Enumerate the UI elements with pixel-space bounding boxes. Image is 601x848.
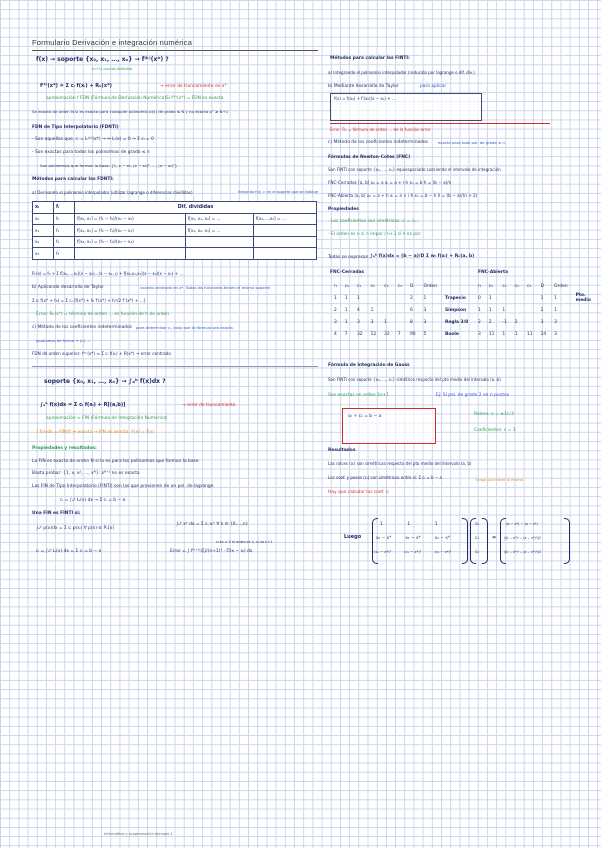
table-cell: 24	[540, 331, 547, 337]
results-title: Resultados	[328, 448, 356, 453]
properties-title: Propiedades y resultados:	[32, 446, 97, 451]
finti-condition-1: ∫ₐᵇ p(x)dx = Σ cᵢ p(xᵢ) ∀ p(x) ∈ Pₙ[x]	[36, 526, 114, 531]
integration-question: soporte {x₀, x₁, …, xₙ} → ∫ₐᵇ f(x)dx ?	[44, 378, 166, 385]
table-cell	[511, 304, 523, 316]
finti-condition-2: ∫ₐᵇ xᵏ dx = Σ cᵢ xᵢᵏ ∀ k ∈ {0,…,n}	[176, 522, 249, 527]
table-row	[474, 304, 601, 316]
c-vector-cell: c₂	[475, 550, 480, 555]
table-cell: -1	[502, 319, 507, 325]
table-cell	[498, 292, 510, 304]
expression-label: Todas se expresan	[328, 255, 369, 260]
table-header-cell: c₄	[397, 283, 402, 289]
table-cell: 1	[554, 307, 557, 313]
table-header-cell: c₁	[356, 283, 362, 289]
table-cell: 1	[502, 331, 506, 337]
table-cell: 4	[356, 307, 360, 313]
matrix-cell: x₁ − x*	[405, 536, 421, 541]
results-3: Hay que calcular los coef. cᵢ	[328, 490, 389, 495]
method-a-note: tomando f(x) = en el soporte que se indique	[238, 190, 318, 194]
table-header-cell: D	[409, 283, 414, 289]
matrix-cell: (x₂ − x*)²	[434, 550, 452, 554]
matrix-cell: (x₀ − x*)²	[374, 550, 392, 554]
table-cell: f[x₀, x₁, x₂] = …	[185, 213, 253, 225]
table-cell	[511, 292, 523, 304]
integration-approx: aproximación ≈ FIN (Fórmula de Integración Numérica)	[46, 416, 168, 421]
c-vector-right-bracket	[482, 518, 488, 564]
table-header-cell: c₀	[344, 283, 349, 289]
taylor-error: Error: Rₖ(x*) = término de orden … es función de h de orden	[36, 312, 169, 317]
table-header-cell: n	[478, 283, 481, 289]
table-cell	[523, 316, 537, 328]
table-row	[330, 316, 472, 328]
table-cell: 32	[356, 331, 363, 337]
table-cell	[523, 292, 537, 304]
section-divider	[32, 366, 318, 367]
table-cell	[253, 225, 316, 237]
derivation-question: f(x) → soporte {x₀, x₁, …, xₙ} → f⁽ᵏ⁾(x*) ?	[36, 56, 169, 63]
fnc-closed-table-title: FNC-Cerradas	[330, 270, 365, 275]
table-cell: 2	[488, 319, 492, 325]
table-cell: 1	[423, 295, 427, 301]
methods-title: Métodos para calcular las FDNTI:	[32, 177, 114, 182]
table-cell: 1	[540, 295, 544, 301]
table-row	[474, 316, 601, 328]
results-1: Las raíces (xᵢ) son simétricas respecto del pto medio del intervalo (a, b)	[328, 461, 472, 466]
table-header-cell: c₂	[370, 283, 375, 289]
table-cell	[394, 304, 406, 316]
matrix-cell: 1	[380, 522, 383, 527]
table-cell	[380, 292, 394, 304]
fnc-closed-table	[330, 280, 472, 340]
table-cell	[380, 304, 394, 316]
table-cell: 6	[409, 307, 413, 313]
table-cell: 12	[370, 331, 377, 337]
integration-error: → error de truncamiento	[182, 403, 236, 408]
gauss-note-1: Son exactas en orden 2n+1	[328, 393, 390, 398]
derivation-formula: f⁽ᵏ⁾(x*) = Σ cᵢ f(xᵢ) + Rₖ(x*)	[40, 83, 112, 89]
table-cell: f[x₁, x₂] = (f₂ − f₁)/(x₂ − x₁)	[75, 225, 186, 237]
method-b: b) Aplicando desarrollo de Taylor	[32, 285, 104, 290]
matrix-cell: 1	[407, 522, 411, 527]
table-cell: 1	[356, 295, 360, 301]
derivation-exact: Si f⁽ᵏ⁾(x*) = FDN es exacta	[166, 96, 224, 101]
table-header-cell: xᵢ	[33, 202, 54, 214]
table-cell: 1	[334, 295, 337, 301]
table-cell: 3	[334, 319, 337, 325]
gauss-roots: Raíces: x = ±1/√3	[474, 412, 514, 417]
table-cell: f[x₁, x₂, x₃] = …	[185, 225, 253, 237]
table-header-row	[33, 202, 317, 214]
table-cell: Regla 3/8	[445, 319, 469, 325]
table-cell: 1	[384, 319, 387, 325]
properties-1: La FIN es exacta de orden N si lo es para los polinomios que forman la base	[32, 459, 199, 464]
table-row	[33, 236, 317, 248]
table-cell: f[x₀,…,x₃] = …	[253, 213, 316, 225]
table-cell: f₂	[54, 236, 75, 248]
table-header-cell: c₃	[384, 283, 389, 289]
table-cell	[253, 248, 316, 260]
method-c-note: para determinar cᵢ, exijo que la fórmula sea exacta	[136, 325, 233, 330]
page-footer: Informática y programación ejemplo 1	[104, 832, 173, 836]
table-cell: f₁	[54, 225, 75, 237]
finti-method-c: c) Método de los coeficientes indeterminados	[328, 140, 428, 145]
nc-property-2: - El orden es n si n impar / n+1 si n es par	[328, 232, 421, 237]
nc-properties-title: Propiedades	[328, 207, 359, 212]
finti-coefficients: cᵢ = ∫ₐᵇ Lᵢ(x) dx = Σ cᵢ = b − a	[36, 549, 102, 554]
table-header-cell: Orden	[423, 283, 438, 289]
finti-error: Error = ∫ f⁽ⁿ⁺¹⁾(ξ)/(n+1)! · Π(x − xᵢ) dx	[170, 549, 253, 554]
equals-sign: =	[492, 535, 497, 541]
table-row	[330, 304, 472, 316]
table-header-row	[474, 280, 601, 292]
title-underline	[32, 50, 318, 51]
table-cell: 3	[540, 319, 544, 325]
table-cell: 3	[554, 319, 557, 325]
fdnti-point-1: - Son aquellas que, cᵢ = Lᵢ⁽ᵏ⁾(x*) → ⇔ Lᵢ(x) = 0 → Σ cᵢ = 0	[32, 137, 154, 142]
finti-error-note: si es ≠ 0 el orden es n, si no n+1	[216, 540, 273, 544]
method-c-sub: Igualamos de forma → (cᵢ) …	[36, 338, 91, 343]
table-row	[330, 328, 472, 340]
table-cell: 2	[334, 307, 337, 313]
matrix-left-bracket	[372, 518, 378, 564]
table-header-cell: fᵢ	[54, 202, 75, 214]
c-vector-cell: c₁	[475, 536, 480, 541]
table-cell	[572, 316, 601, 328]
table-cell: 11	[488, 331, 495, 337]
table-cell: 2	[409, 295, 413, 301]
newton-cotes-title: Fórmulas de Newton-Cotes (FNC)	[328, 155, 411, 160]
gauss-system: c₀ + c₁ = b − a	[348, 414, 382, 419]
table-cell	[185, 236, 253, 248]
rhs-cell: ((b − x*)² − (a − x*)²)/2	[504, 536, 542, 540]
table-cell	[75, 248, 186, 260]
table-row	[474, 292, 601, 304]
newton-polynomial: Pₙ(x) = f₀ + Σ f[x₀,…,xₖ](x − x₀)…(x − xₖ₋₁) + f[x₀,x₁,x₂](x − x₀)(x − x₁) + …	[32, 271, 184, 276]
matrix-row	[376, 536, 463, 541]
page-title: Formulario Derivación e integración numérica	[32, 38, 193, 47]
table-row	[330, 292, 472, 304]
c-vector-cell: c₀	[475, 522, 480, 527]
properties-3: Las FIN de Tipo Interpolatorio (FINTI) son las que provienen de un pol. de lagrange	[32, 484, 214, 489]
table-cell	[394, 292, 406, 304]
gauss-note-2: Ej: Si pol. de grado 2 en n puntos	[436, 393, 510, 398]
table-header-cell: Dif. divididas	[75, 202, 317, 214]
table-cell: 7	[344, 331, 348, 337]
fnc-abierta: FNC-Abierta (a, b) x₀ = a + h xᵢ = a + i·h xₙ = b − h h = (b − a)/(n + 2)	[328, 193, 478, 198]
table-header-cell: D	[540, 283, 544, 289]
table-header-cell: Orden	[554, 283, 568, 289]
table-cell: Pto. medio	[575, 293, 591, 303]
fdn-centered: FDN de orden superior: f⁽ᵏ⁾(x*) ≈ Σ cᵢ f(xᵢ) + R(x*) → error centrado	[32, 351, 171, 356]
table-cell: Trapecio	[445, 295, 466, 301]
table-cell: 3	[370, 319, 374, 325]
method-c: c) Método de los coeficientes indeterminados	[32, 325, 132, 330]
table-cell: f₀	[54, 213, 75, 225]
table-cell: 1	[478, 307, 481, 313]
gauss-coefficients: Coeficientes: c = 1	[474, 428, 516, 433]
gauss-title: Fórmula de integración de Gauss	[328, 363, 410, 368]
method-b-note: usando centrado en x*. Todas las funciones tienen el mismo soporte.	[140, 285, 272, 290]
taylor-equation: Σ cᵢ f(x* + hᵢ) = Σ cᵢ [f(x*) + hᵢ f′(x*) + hᵢ²/2 f″(x*) + …]	[32, 298, 146, 303]
table-cell: 1	[344, 295, 348, 301]
table-cell	[253, 236, 316, 248]
table-cell	[523, 304, 537, 316]
table-header-cell: c₃	[526, 283, 532, 289]
derivation-note: Se exacta de orden N si es exacta para cualquier polinomio p(x) de grado ≤ N y no exacta p° ≥ N+1	[32, 109, 229, 114]
table-cell: 1	[554, 295, 557, 301]
table-cell: 2	[478, 319, 481, 325]
table-header-cell: c₀	[488, 283, 493, 289]
properties-2: Basta probar: {1, x, x², …, xᴺ}: xᴺ⁺¹ no es exacta	[32, 471, 140, 476]
gauss-def: Son FINTI con soporte {x₀, …, xₙ} simétrico respecto del pto medio del intervalo (a, b)	[328, 377, 501, 382]
table-cell: 1	[344, 319, 348, 325]
finti-error-note: Error: Rₙ = fórmula de orden … de la función error	[330, 127, 431, 132]
matrix-row	[374, 550, 463, 554]
table-cell: f[x₂, x₃] = (f₃ − f₂)/(x₃ − x₂)	[75, 236, 186, 248]
fdnti-point-2: - Son exactas para todos los polinomios de grado ≤ n	[32, 150, 150, 155]
table-cell: 1	[488, 307, 492, 313]
table-cell: 3	[356, 319, 360, 325]
nc-property-1: - Los coeficientes son simétricos: cᵢ = cₙ₋ᵢ	[328, 219, 420, 224]
table-cell: f₃	[54, 248, 75, 260]
taylor-error-line	[330, 123, 550, 124]
fnc-cerradas: FNC-Cerradas [a, b] x₀ = a xᵢ = a + i·h xₙ = b h = (b − a)/n	[328, 180, 452, 185]
fdnti-point-3: Son polinomios que forman la base: {1, x − x₀, (x − x₀)², …, (x − x₀)ⁿ}	[40, 163, 178, 168]
method-a: a) Derivando el polinomio interpolador (utilizar lagrange o diferencias divididas)	[32, 190, 193, 195]
table-row	[33, 213, 317, 225]
table-cell: 90	[409, 331, 416, 337]
table-cell: 32	[384, 331, 390, 337]
table-row	[474, 328, 601, 340]
derivation-question-sub: (n+1) puntos distintos	[92, 67, 133, 71]
table-cell	[572, 328, 601, 340]
table-cell: x₂	[33, 236, 54, 248]
table-cell: x₀	[33, 213, 54, 225]
table-cell: 1	[344, 307, 348, 313]
table-cell	[394, 316, 406, 328]
table-header-cell: c₂	[514, 283, 519, 289]
results-3-note: tengo que hacer lo mismo	[476, 478, 524, 482]
table-row	[33, 248, 317, 260]
properties-coefficients: cᵢ = ∫ₐᵇ Lᵢ(x) dx → Σ cᵢ = b − a	[60, 498, 126, 503]
matrix-cell: x₂ − x*	[434, 536, 451, 541]
matrix-cell: (x₁ − x*)²	[404, 550, 422, 554]
table-cell	[572, 304, 601, 316]
finti-title: Una FIN es FINTI si:	[32, 511, 81, 516]
table-cell: x₃	[33, 248, 54, 260]
table-cell: 1	[502, 307, 506, 313]
rhs-cell: ((b − x*)³ − (a − x*)³)/3	[504, 550, 542, 554]
table-cell: f[x₀, x₁] = (f₁ − f₀)/(x₁ − x₀)	[75, 213, 186, 225]
rhs-cell: (b − x*) − (a − x*)	[506, 522, 538, 526]
matrix-cell: x₀ − x*	[376, 536, 392, 541]
table-cell: 1	[514, 331, 518, 337]
matrix-right-bracket	[462, 518, 468, 564]
table-cell: 2	[514, 319, 518, 325]
fnc-open-table	[474, 280, 601, 340]
table-cell: 1	[370, 307, 374, 313]
finti-method-a: a) Integrando el polinomio interpolador (reducido por lagrange o dif. div.)	[328, 70, 475, 75]
table-cell: 4	[334, 331, 337, 337]
derivation-error: → error de truncamiento en x*	[160, 84, 227, 89]
table-cell: 2	[540, 307, 544, 313]
table-header-cell: c₁	[502, 283, 507, 289]
divided-differences-table	[32, 201, 317, 260]
table-row	[33, 225, 317, 237]
rhs-right-bracket	[564, 518, 570, 564]
matrix-cell: 1	[434, 522, 438, 527]
results-2: Los coef. y pesos (cᵢ) son simétricos entre sí: Σ cᵢ = b − a	[328, 475, 442, 480]
luego-label: Luego	[344, 534, 362, 540]
finti-method-c-note: exacta para todo pol. de grado ≤ n	[438, 140, 505, 145]
table-cell: 3	[423, 319, 427, 325]
table-cell: Simpson	[445, 307, 467, 313]
table-cell: 3	[423, 307, 427, 313]
table-cell: 11	[526, 331, 533, 337]
table-cell	[367, 292, 381, 304]
matrix-row	[380, 522, 461, 527]
fdnti-title: FDN de Tipo Interpolatorio (FDNTI)	[32, 125, 119, 130]
table-cell: 5	[423, 331, 427, 337]
table-cell: 3	[478, 331, 481, 337]
derivation-approx: aproximación f FDN (Fórmula de Derivación Numérica)	[46, 96, 167, 101]
taylor-box-eq: f(x) = f(x₀) + f′(x₀)(x − x₀) + …	[334, 96, 396, 101]
table-cell: x₁	[33, 225, 54, 237]
table-cell: 3	[554, 331, 557, 337]
table-cell: 1	[488, 295, 492, 301]
finti-method-b-note: para aplicar	[420, 84, 447, 89]
finti-method-b: b) Mediante desarrollo de Taylor	[328, 84, 399, 89]
table-cell: 8	[409, 319, 413, 325]
table-cell: Boole	[445, 331, 459, 337]
integration-formula: ∫ₐᵇ f(x)dx = Σ cᵢ f(xᵢ) + R[(a,b)]	[40, 402, 126, 408]
fnc-open-table-title: FNC-Abierta	[478, 270, 509, 275]
expression-formula: ∫ₐᵇ f(x)dx = (b − a)/D Σ wᵢ f(xᵢ) + Rₙ(a, b)	[370, 254, 475, 259]
finti-methods-title: Métodos para calcular las FINTI:	[330, 56, 410, 61]
integration-exact: ∫ f(x)dx = FIN(f) ⇔ exacta → FIN es exacta: F(x) = f(x)	[36, 430, 154, 435]
table-cell: 0	[478, 295, 481, 301]
table-header-row	[330, 280, 472, 292]
table-cell: 7	[397, 331, 401, 337]
table-cell	[185, 248, 253, 260]
newton-cotes-def: Son FINTI con soporte {x₀, …, xₙ} equiespaciado cubriendo el intervalo de integración	[328, 167, 501, 172]
table-header-cell: n	[334, 283, 337, 289]
